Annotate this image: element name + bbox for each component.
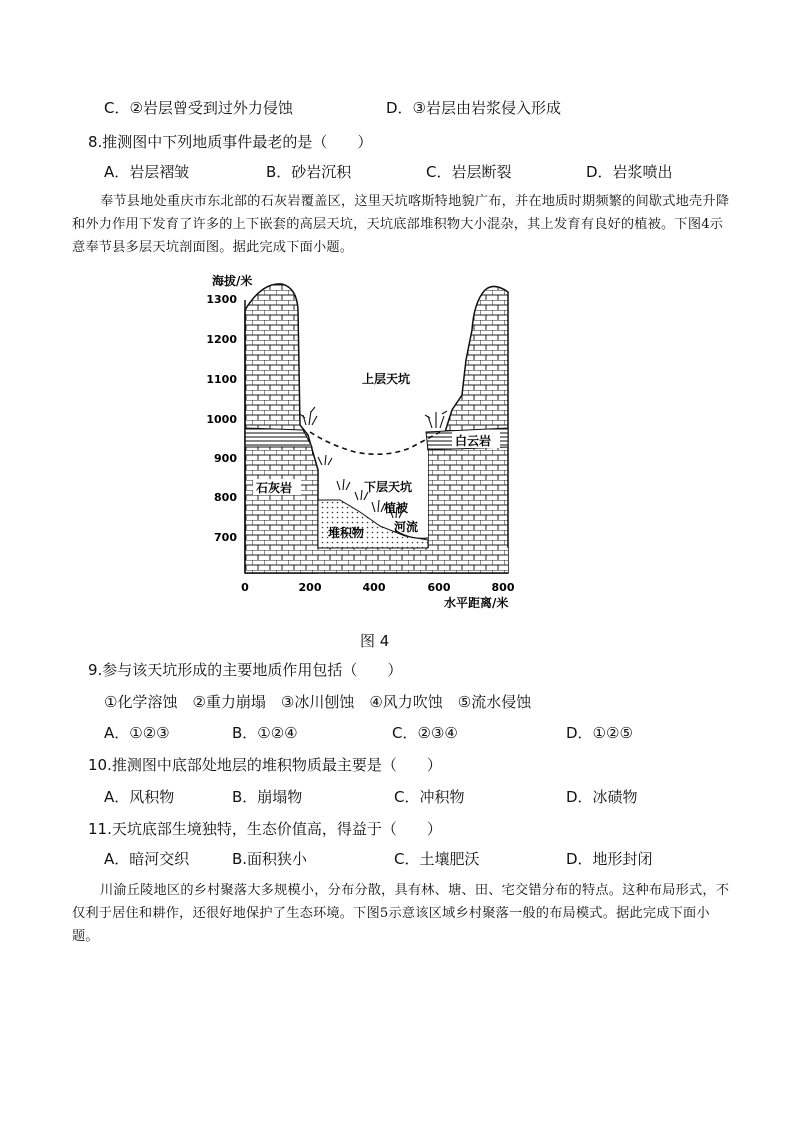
q10-option-d: D．冰碛物 — [566, 788, 638, 806]
label-vegetation: 植被 — [384, 501, 409, 515]
q9-option-c: C．②③④ — [392, 724, 458, 742]
q10-option-a: A．风积物 — [104, 788, 175, 806]
y-tick: 900 — [214, 452, 237, 465]
q9-choices: ①化学溶蚀 ②重力崩塌 ③冰川刨蚀 ④风力吹蚀 ⑤流水侵蚀 — [104, 693, 532, 711]
q11-option-d: D．地形封闭 — [566, 850, 653, 868]
label-deposit: 堆积物 — [328, 526, 365, 540]
x-tick: 600 — [427, 581, 451, 594]
passage-tiankeng-text: 奉节县地处重庆市东北部的石灰岩覆盖区，这里天坑喀斯特地貌广布，并在地质时期频繁的间歇式地壳升降和外力作用下发育了许多的上下嵌套的高层天坑，天坑底部堆积物大小混杂，其上发育有良好的植被。下图4示意奉节县多层天坑剖面图。据此完成下面小题。 — [72, 194, 730, 255]
y-tick: 800 — [214, 491, 237, 504]
q11-option-c: C．土壤肥沃 — [394, 850, 480, 868]
x-axis-title: 水平距离/米 — [444, 596, 509, 610]
y-tick: 700 — [214, 531, 237, 544]
passage-rural-settlement-text: 川渝丘陵地区的乡村聚落大多规模小，分布分散，具有林、塘、田、宅交错分布的特点。这种布局形式，不仅利于居住和耕作，还很好地保护了生态环境。下图5示意该区域乡村聚落一般的布局模式。据此完成下面小题。 — [72, 883, 730, 944]
label-limestone: 石灰岩 — [256, 481, 293, 495]
q8-option-a: A．岩层褶皱 — [104, 163, 190, 181]
q8-stem: 8.推测图中下列地质事件最老的是（ ） — [88, 133, 373, 151]
x-tick: 400 — [362, 581, 386, 594]
q9-stem: 9.参与该天坑形成的主要地质作用包括（ ） — [88, 661, 403, 679]
label-upper-tiankeng: 上层天坑 — [362, 372, 411, 386]
q8-option-d: D．岩浆喷出 — [586, 163, 673, 181]
bottom-bedrock — [245, 548, 508, 573]
q8-option-b: B．砂岩沉积 — [266, 163, 352, 181]
q8-option-c: C．岩层断裂 — [426, 163, 512, 181]
q9-option-b: B．①②④ — [232, 724, 298, 742]
q10-option-b: B．崩塌物 — [232, 788, 303, 806]
q11-stem: 11.天坑底部生境独特，生态价值高，得益于（ ） — [88, 820, 442, 838]
q11-option-b: B.面积狭小 — [232, 850, 308, 868]
figure-caption: 图 4 — [360, 632, 390, 650]
y-tick: 1000 — [206, 413, 237, 426]
label-dolomite: 白云岩 — [455, 434, 492, 448]
tiankeng-profile-figure — [200, 268, 530, 618]
q10-stem: 10.推测图中底部处地层的堆积物质最主要是（ ） — [88, 756, 442, 774]
y-tick: 1200 — [206, 333, 237, 346]
q10-option-c: C．冲积物 — [394, 788, 465, 806]
q7-option-d: D．③岩层由岩浆侵入形成 — [386, 99, 561, 117]
passage-tiankeng — [72, 190, 732, 259]
q9-option-a: A．①②③ — [104, 724, 170, 742]
q9-option-d: D．①②⑤ — [566, 724, 633, 742]
label-lower-tiankeng: 下层天坑 — [364, 480, 413, 494]
x-tick: 200 — [298, 581, 322, 594]
y-tick: 1100 — [206, 373, 237, 386]
passage-rural-settlement — [72, 879, 732, 948]
y-axis-title: 海拔/米 — [212, 274, 253, 288]
dolomite-band-left — [245, 428, 312, 447]
q7-option-c: C．②岩层曾受到过外力侵蚀 — [104, 99, 293, 117]
label-river: 河流 — [394, 520, 419, 534]
q11-option-a: A．暗河交织 — [104, 850, 190, 868]
x-tick: 800 — [491, 581, 515, 594]
x-tick: 0 — [241, 581, 249, 594]
y-tick: 1300 — [206, 293, 237, 306]
upper-tiankeng-outline — [310, 432, 440, 454]
